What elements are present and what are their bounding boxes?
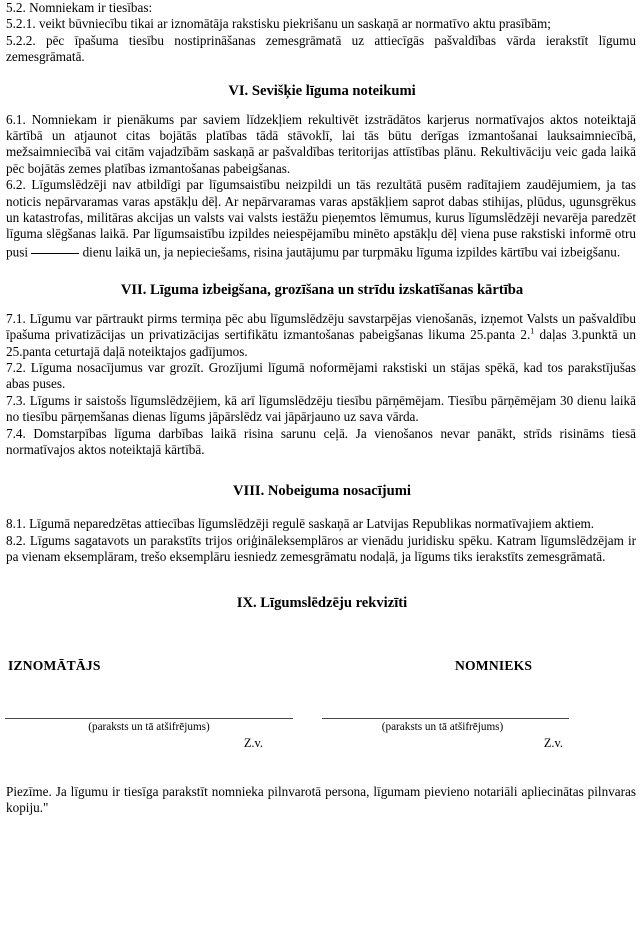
paragraph-6-2-text-before-blank: 6.2. Līgumslēdzēji nav atbildīgi par līgumsaistību neizpildi un tās rezultātā pusēm radītajiem zaudējumiem, ja tas noticis nepārvaramas varas apstākļu dēļ. Ar nepārvaramas varas apstākļiem saprot dabas stihijas, plūdus, ugunsgrēkus un katastrofas, militāras akcijas un valsts vai valsts iestāžu pieņemtos lēmumus, kurus līgumslēdzēji nevarēja paredzēt līguma slēgšanas laikā. Par līgumsaistību izpildes neiespējamību minēto apstākļu dēļ viena puse rakstiski informē otru pusi xyxy=(6,177,636,260)
spacer xyxy=(0,458,644,482)
paragraph-5-2: 5.2. Nomniekam ir tiesības: xyxy=(6,0,153,15)
party-label-lessor: IZNOMĀTĀJS xyxy=(8,657,101,673)
signature-block-lessor xyxy=(5,718,293,751)
spacer xyxy=(0,566,644,594)
paragraph-5-2-1: 5.2.1. veikt būvniecību tikai ar iznomātāja rakstisku piekrišanu un saskaņā ar normatīvo aktu prasībām; xyxy=(6,16,551,32)
heading-section-6: VI. Sevišķie līguma noteikumi xyxy=(228,82,416,99)
paragraph-7-1-text-a: 7.1. Līgumu var pārtraukt pirms termiņa pēc abu līgumslēdzēju savstarpējas vienošanās, izņemot Valsts un pašvaldību īpašuma privatizācijas un privatizācijas sertifikātu izmantošanas pabeigšanas likuma 25.panta 2. xyxy=(6,310,636,343)
party-label-lessee: NOMNIEKS xyxy=(455,657,533,673)
signature-caption: (paraksts un tā atšifrējums) xyxy=(381,720,504,733)
spacer xyxy=(0,708,644,718)
footnote-superscript: 1 xyxy=(530,326,535,336)
signature-block-lessee xyxy=(322,718,569,751)
spacer xyxy=(0,299,644,311)
paragraph-6-2-text-after-blank: dienu laikā un, ja nepieciešams, risina jautājumu par turpmāku līguma izpildes kārtību vai izbeigšanu. xyxy=(82,244,621,260)
signature-area xyxy=(0,718,644,784)
spacer xyxy=(0,66,644,82)
seal-place-label: Z.v. xyxy=(543,735,563,750)
seal-place-label: Z.v. xyxy=(243,735,263,750)
spacer xyxy=(0,261,644,281)
heading-section-9: IX. Līgumslēdzēju rekvizīti xyxy=(236,594,408,611)
paragraph-8-1: 8.1. Līgumā neparedzētas attiecības līgumslēdzēji regulē saskaņā ar Latvijas Republikas normatīvajiem aktiem. xyxy=(6,516,595,532)
spacer xyxy=(0,642,644,658)
paragraph-7-1 xyxy=(0,311,644,360)
paragraph-7-3: 7.3. Līgums ir saistošs līgumslēdzējiem, kā arī līgumslēdzēju tiesību pārņēmējam. Tiesību pārņēmējam 30 dienu laikā no tiesību pārņemšanas dienas līgums jāpārslēdz vai jāpārjauno uz sava vārda. xyxy=(6,392,636,425)
spacer xyxy=(0,612,644,642)
paragraph-7-2: 7.2. Līguma nosacījumus var grozīt. Grozījumi līgumā noformējami rakstiski un stājas spēkā, kad tos parakstījušas abas puses. xyxy=(6,360,636,392)
paragraph-7-4: 7.4. Domstarpības līguma darbības laikā risina sarunu ceļā. Ja vienošanos nevar panākt, strīds risināms tiesā normatīvajos aktos noteiktajā kārtībā. xyxy=(6,425,636,458)
paragraph-8-2: 8.2. Līgums sagatavots un parakstīts trijos oriģināleksemplāros ar vienādu juridisku spēku. Katram līgumslēdzējam ir pa vienam eksemplāram, trešo eksemplāru iesniedz zemesgrāmatu nodaļā, ja līgums tiks ierakstīts zemesgrāmatā. xyxy=(6,532,636,565)
fill-in-blank-days[interactable] xyxy=(31,243,79,255)
signature-caption: (paraksts un tā atšifrējums) xyxy=(88,720,210,733)
paragraph-5-2-2: 5.2.2. pēc īpašuma tiesību nostiprināšanas zemesgrāmatā uz attiecīgās pašvaldības vārda ierakstīt līgumu zemesgrāmatā. xyxy=(6,32,636,65)
parties-row xyxy=(0,658,644,678)
spacer xyxy=(0,100,644,112)
spacer xyxy=(0,500,644,516)
paragraph-6-2 xyxy=(0,177,644,261)
paragraph-6-1: 6.1. Nomniekam ir pienākums par saviem līdzekļiem rekultivēt izstrādātos karjerus normatīvajos aktos noteiktajā kārtībā un atjaunot citas bojātās platības tādā stāvoklī, lai tās būtu derīgas izmantošanai lauksaimniecībā, mežsaimniecībā vai citām vajadzībām saskaņā ar pašvaldības teritorijas attīstības plānu. Rekultivāciju veic gada laikā pēc bojātās zemes platības izmantošanas pabeigšanas. xyxy=(6,111,636,176)
spacer xyxy=(0,678,644,708)
closing-note: Piezīme. Ja līgumu ir tiesīga parakstīt nomnieka pilnvarotā persona, līgumam pievieno notariāli apliecinātas pilnvaras kopiju." xyxy=(6,783,636,816)
heading-section-7: VII. Līguma izbeigšana, grozīšana un strīdu izskatīšanas kārtība xyxy=(120,281,524,298)
paragraph-7-1-text-b: daļas 3.punktā un 25.panta ceturtajā daļā noteiktajos gadījumos. xyxy=(6,327,636,359)
heading-section-8: VIII. Nobeiguma nosacījumi xyxy=(233,483,411,500)
